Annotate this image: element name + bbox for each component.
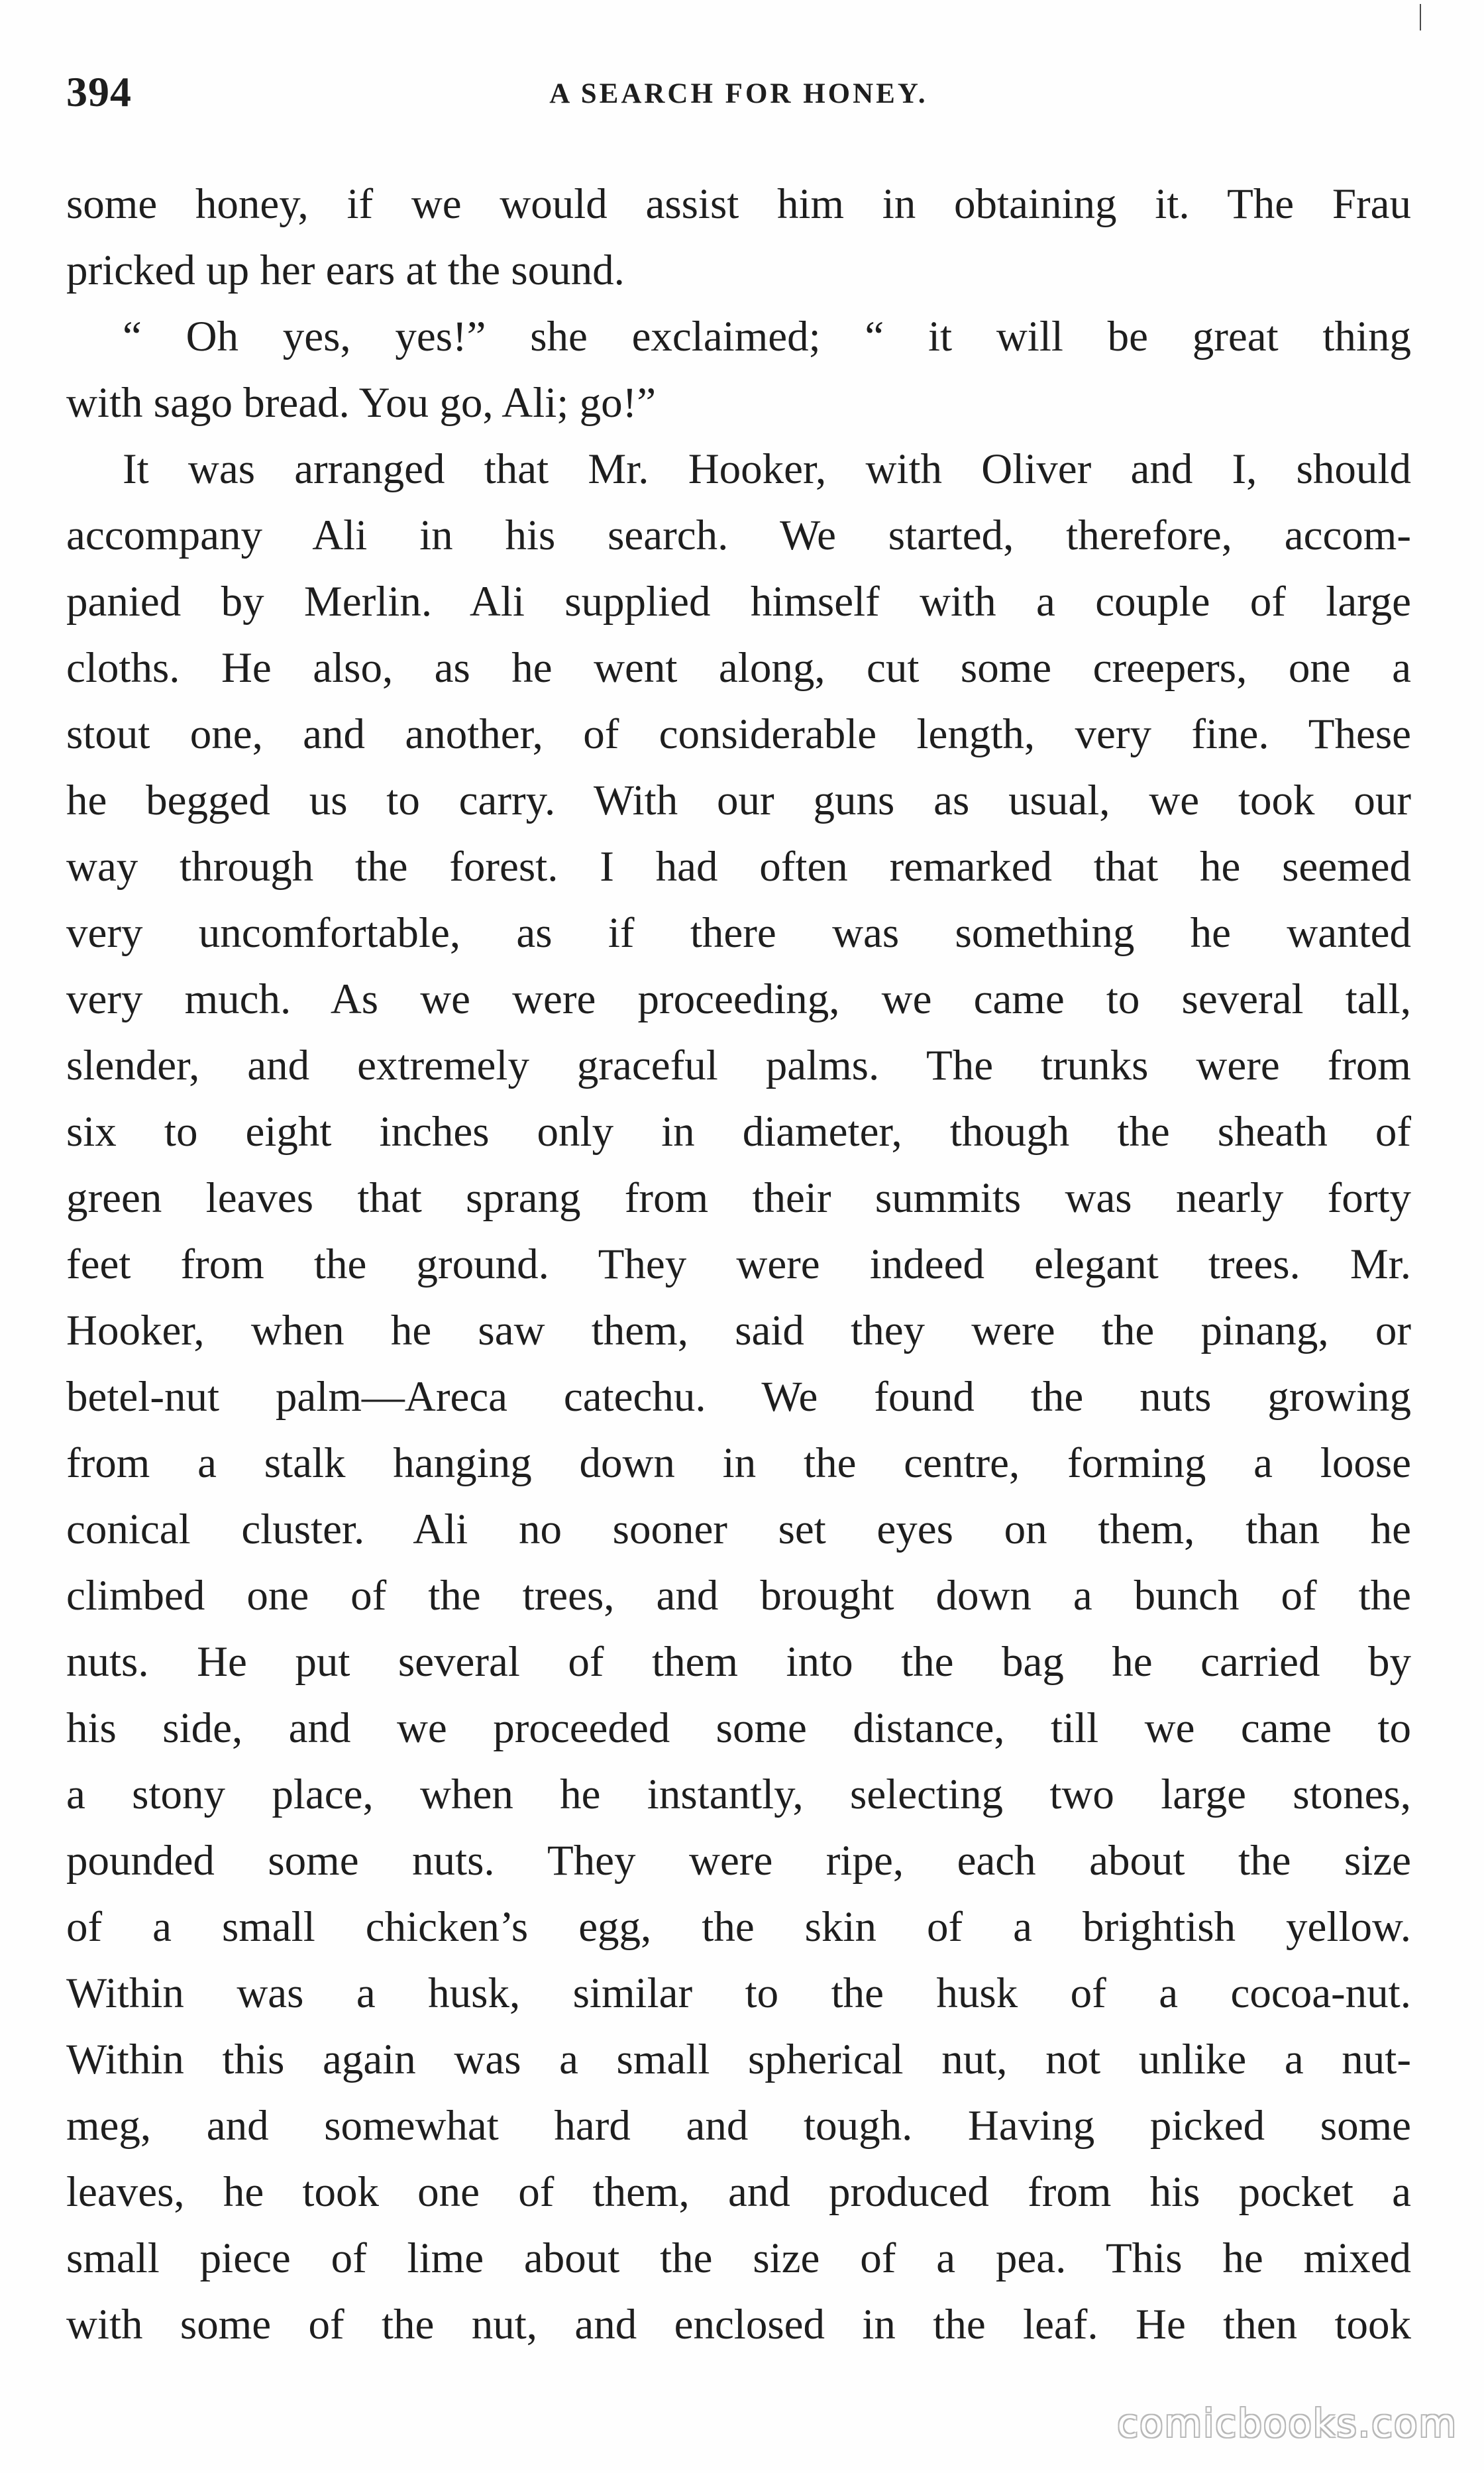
- text-line: conical cluster. Ali no sooner set eyes on them, than he: [66, 1506, 1411, 1553]
- text-line: cloths. He also, as he went along, cut some creepers, one a: [66, 644, 1411, 692]
- text-line: pricked up her ears at the sound.: [66, 247, 625, 294]
- text-line: pounded some nuts. They were ripe, each about the size: [66, 1837, 1411, 1885]
- text-line: meg, and somewhat hard and tough. Having picked some: [66, 2102, 1411, 2150]
- text-line: betel-nut palm—Areca catechu. We found the nuts growing: [66, 1373, 1411, 1421]
- running-head: [66, 69, 1411, 115]
- text-line: a stony place, when he instantly, selecting two large stones,: [66, 1771, 1411, 1818]
- text-line: small piece of lime about the size of a pea. This he mixed: [66, 2234, 1411, 2282]
- text-line: climbed one of the trees, and brought down a bunch of the: [66, 1572, 1411, 1620]
- text-line: Within this again was a small spherical nut, not unlike a nut-: [66, 2036, 1411, 2083]
- text-line: accompany Ali in his search. We started, therefore, accom-: [66, 512, 1411, 559]
- text-line: Within was a husk, similar to the husk of a cocoa-nut.: [66, 1969, 1411, 2017]
- text-line: he begged us to carry. With our guns as usual, we took our: [66, 777, 1411, 824]
- text-line: It was arranged that Mr. Hooker, with Oliver and I, should: [123, 445, 1411, 493]
- page-number: 394: [66, 68, 132, 115]
- text-line: Hooker, when he saw them, said they were the pinang, or: [66, 1307, 1411, 1354]
- text-line: stout one, and another, of considerable length, very fine. These: [66, 710, 1411, 758]
- body-text: [66, 171, 1411, 2358]
- text-line: leaves, he took one of them, and produced from his pocket a: [66, 2168, 1411, 2216]
- text-line: with some of the nut, and enclosed in the leaf. He then took: [66, 2301, 1411, 2348]
- watermark: comicbooks.com: [1117, 2401, 1458, 2446]
- text-line: with sago bread. You go, Ali; go!”: [66, 379, 657, 427]
- text-line: slender, and extremely graceful palms. The trunks were from: [66, 1042, 1411, 1089]
- text-line: nuts. He put several of them into the bag he carried by: [66, 1638, 1411, 1686]
- running-title: A SEARCH FOR HONEY.: [549, 78, 928, 109]
- text-line: some honey, if we would assist him in obtaining it. The Frau: [66, 180, 1411, 228]
- text-line: his side, and we proceeded some distance, till we came to: [66, 1704, 1411, 1752]
- text-line: feet from the ground. They were indeed elegant trees. Mr.: [66, 1240, 1411, 1288]
- text-line: from a stalk hanging down in the centre, forming a loose: [66, 1439, 1411, 1487]
- text-line: way through the forest. I had often remarked that he seemed: [66, 843, 1411, 891]
- scan-mark: [1420, 4, 1421, 30]
- text-line: panied by Merlin. Ali supplied himself with a couple of large: [66, 578, 1411, 626]
- text-line: very much. As we were proceeding, we came to several tall,: [66, 975, 1411, 1023]
- text-line: six to eight inches only in diameter, though the sheath of: [66, 1108, 1411, 1156]
- text-line: of a small chicken’s egg, the skin of a brightish yellow.: [66, 1903, 1411, 1951]
- text-line: very uncomfortable, as if there was something he wanted: [66, 909, 1411, 957]
- text-line: green leaves that sprang from their summits was nearly forty: [66, 1174, 1411, 1222]
- text-line: “ Oh yes, yes!” she exclaimed; “ it will be great thing: [123, 313, 1411, 360]
